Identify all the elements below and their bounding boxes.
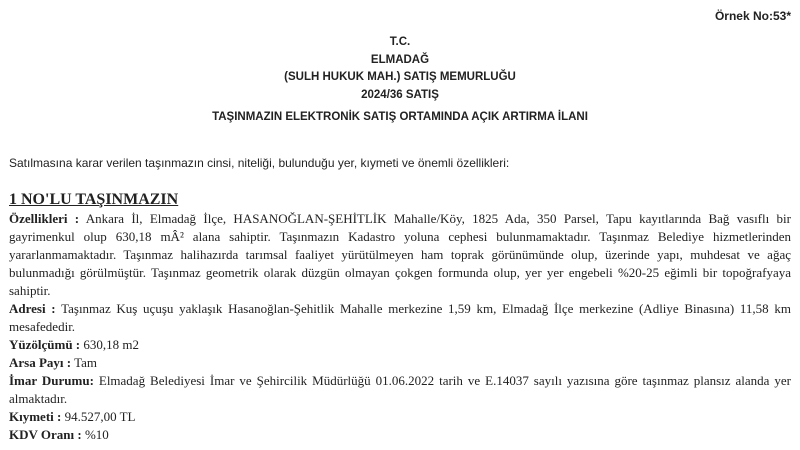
field-value-estimate [9, 408, 791, 426]
property-title: 1 NO'LU TAŞINMAZIN [9, 191, 179, 208]
field-value: Taşınmaz Kuş uçuşu yaklaşık Hasanoğlan-Şehitlik Mahalle merkezine 1,59 km, Elmadağ İlçe merkezine (Adliye Binasına) 11,58 km mesafededir. [9, 301, 791, 334]
property-section [9, 190, 791, 444]
field-value: 94.527,00 TL [61, 409, 136, 424]
field-zoning [9, 372, 791, 408]
field-label: Yüzölçümü : [9, 337, 81, 352]
field-label: İmar Durumu: [9, 373, 94, 388]
field-vat-rate [9, 426, 791, 444]
announcement-heading: TAŞINMAZIN ELEKTRONİK SATIŞ ORTAMINDA AÇIK ARTIRMA İLANI [212, 111, 588, 123]
field-value: %10 [81, 427, 109, 442]
field-area [9, 336, 791, 354]
field-value: Elmadağ Belediyesi İmar ve Şehircilik Müdürlüğü 01.06.2022 tarih ve E.14037 sayılı yazısına göre taşınmaz plansız alanda yer almaktadır. [9, 373, 791, 406]
intro-text: Satılmasına karar verilen taşınmazın cinsi, niteliği, bulunduğu yer, kıymeti ve önemli özellikleri: [9, 156, 510, 170]
field-value: Tam [71, 355, 98, 370]
field-value: Ankara İl, Elmadağ İlçe, HASANOĞLAN-ŞEHİTLİK Mahalle/Köy, 1825 Ada, 350 Parsel, Tapu kayıtlarında Bağ vasıflı bir gayrimenkul olup 630,18 mÂ² alana sahiptir. Taşınmazın Kadastro yoluna cephesi bulunmamaktadır. Taşınmaz Belediye hizmetlerinden yararlanmamaktadır. Taşınmaz halihazırda tarımsal faaliyet yürütülmeyen ham toprak görünümünde olup, üzerinde yapı, muhdesat ve ağaç bulunmadığı görülmüştür. Taşınmaz geometrik olarak düzgün olmayan çokgen formunda olup, yer yer engebeli %20-25 eğimli bir topoğrafyaya sahiptir. [9, 211, 792, 298]
field-label: Özellikleri : [9, 211, 80, 226]
header-country: T.C. [389, 36, 411, 48]
field-features [9, 210, 791, 300]
field-label: Adresi : [9, 301, 56, 316]
field-address [9, 300, 791, 336]
field-value: 630,18 m2 [80, 337, 140, 352]
field-land-share [9, 354, 791, 372]
header-file-number: 2024/36 SATIŞ [361, 88, 439, 101]
field-label: KDV Oranı : [9, 427, 82, 442]
field-label: Kıymeti : [9, 409, 62, 424]
example-number: Örnek No:53* [714, 9, 791, 23]
header-district: ELMADAĞ [370, 53, 430, 66]
header-office: (SULH HUKUK MAH.) SATIŞ MEMURLUĞU [284, 71, 516, 83]
document-header [0, 34, 800, 104]
field-label: Arsa Payı : [9, 355, 72, 370]
